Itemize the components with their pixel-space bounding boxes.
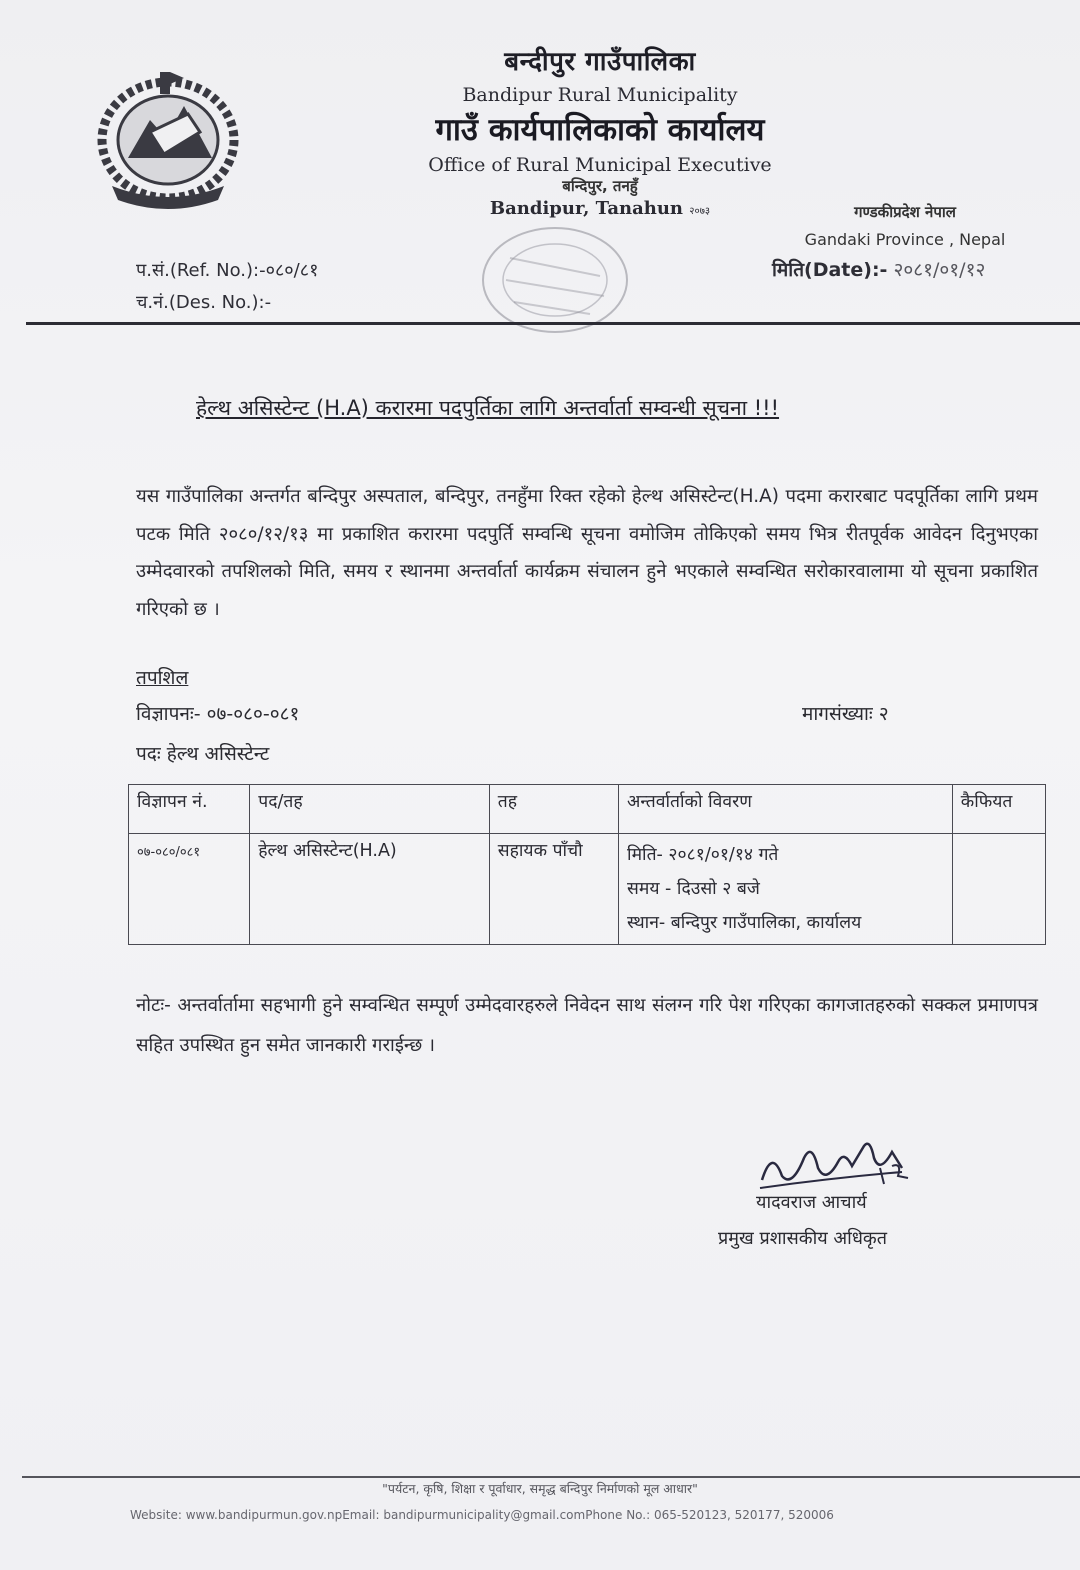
table-cell-remarks (952, 834, 1045, 945)
date-line (772, 256, 985, 282)
notice-note: नोटः- अन्तर्वार्तामा सहभागी हुने सम्वन्धित सम्पूर्ण उम्मेदवारहरुले निवेदन साथ संलग्न गरि पेश गरिएका कागजातहरुको सक्कल प्रमाणपत्र सहित उपस्थित हुन समेत जानकारी गराईन्छ । (136, 995, 1038, 1056)
footer-contact: Website: www.bandipurmun.gov.npEmail: bandipurmunicipality@gmail.comPhone No.: 065-520123, 520177, 520006 (130, 1508, 834, 1522)
address-en: Bandipur, Tanahun (489, 198, 684, 219)
des-line: च.नं.(Des. No.):- (136, 292, 272, 313)
notice-body: यस गाउँपालिका अन्तर्गत बन्दिपुर अस्पताल, बन्दिपुर, तनहुँमा रिक्त रहेको हेल्थ असिस्टेन्ट(H.A) पदमा करारबाट पदपूर्तिका लागि प्रथम पटक मिति २०८०/१२/१३ मा प्रकाशित करारमा पदपुर्ति सम्वन्धि सूचना वमोजिम तोकिएको समय भित्र रीतपूर्वक आवेदन दिनुभएका उम्मेदवारको तपशिलको मिति, समय र स्थानमा अन्तर्वार्ता कार्यक्रम संचालन हुने भएकाले सम्वन्धित सरोकारवालामा यो सूचना प्रकाशित गरिएको छ । (136, 486, 1038, 620)
footer-divider (22, 1476, 1080, 1478)
date-value: २०८१/०१/१२ (893, 259, 986, 281)
signature-icon (752, 1128, 922, 1198)
letterhead (360, 42, 840, 219)
interview-table (128, 784, 1046, 945)
table-cell-ad-number: ०७-०८०/०८१ (129, 834, 250, 945)
table-header-cell: तह (489, 785, 618, 834)
interview-date: मिति- २०८१/०१/१४ गते (627, 845, 779, 865)
office-stamp-icon (470, 218, 640, 348)
demand-count: मागसंख्याः २ (802, 703, 889, 725)
table-header-cell: कैफियत (952, 785, 1045, 834)
position-line: पदः हेल्थ असिस्टेन्ट (136, 743, 270, 765)
municipality-name-np: बन्दीपुर गाउँपालिका (504, 47, 696, 77)
table-header-cell: अन्तर्वार्ताको विवरण (619, 785, 953, 834)
interview-time: समय - दिउसो २ बजे (627, 879, 760, 899)
table-row (129, 834, 1046, 945)
office-name-np: गाउँ कार्यपालिकाको कार्यालय (435, 112, 765, 148)
nepal-emblem-icon (88, 62, 248, 212)
table-cell-details (619, 834, 953, 945)
table-header-cell: विज्ञापन नं. (129, 785, 250, 834)
details-heading: तपशिल (136, 667, 189, 689)
ref-value: ०८०/८१ (265, 260, 319, 281)
advertisement-number: विज्ञापनः- ०७-०८०-०८१ (136, 703, 300, 725)
province-block (770, 202, 1040, 249)
ref-line (136, 258, 318, 282)
address-np: बन्दिपुर, तनहुँ (562, 177, 638, 195)
signatory-name: यादवराज आचार्य (756, 1192, 867, 1213)
municipality-name-en: Bandipur Rural Municipality (462, 84, 738, 106)
table-cell-level: सहायक पाँचौ (489, 834, 618, 945)
province-en: Gandaki Province , Nepal (804, 230, 1006, 249)
footer-slogan: "पर्यटन, कृषि, शिक्षा र पूर्वाधार, समृद्ध बन्दिपुर निर्माणको मूल आधार" (382, 1481, 698, 1496)
ref-label: प.सं.(Ref. No.):- (136, 260, 266, 281)
interview-place: स्थान- बन्दिपुर गाउँपालिका, कार्यालय (627, 913, 862, 933)
header-divider (26, 322, 1080, 325)
office-name-en: Office of Rural Municipal Executive (428, 154, 772, 176)
notice-title: हेल्थ असिस्टेन्ट (H.A) करारमा पदपुर्तिका लागि अन्तर्वार्ता सम्वन्धी सूचना !!! (196, 396, 780, 420)
signatory-title: प्रमुख प्रशासकीय अधिकृत (718, 1228, 887, 1249)
established-year: २०७३ (689, 206, 711, 217)
table-header-cell: पद/तह (250, 785, 490, 834)
province-np: गण्डकीप्रदेश नेपाल (854, 203, 956, 221)
date-label: मिति(Date):- (772, 259, 888, 281)
address-en-line (360, 198, 840, 219)
table-header-row (129, 785, 1046, 834)
table-cell-position: हेल्थ असिस्टेन्ट(H.A) (250, 834, 490, 945)
